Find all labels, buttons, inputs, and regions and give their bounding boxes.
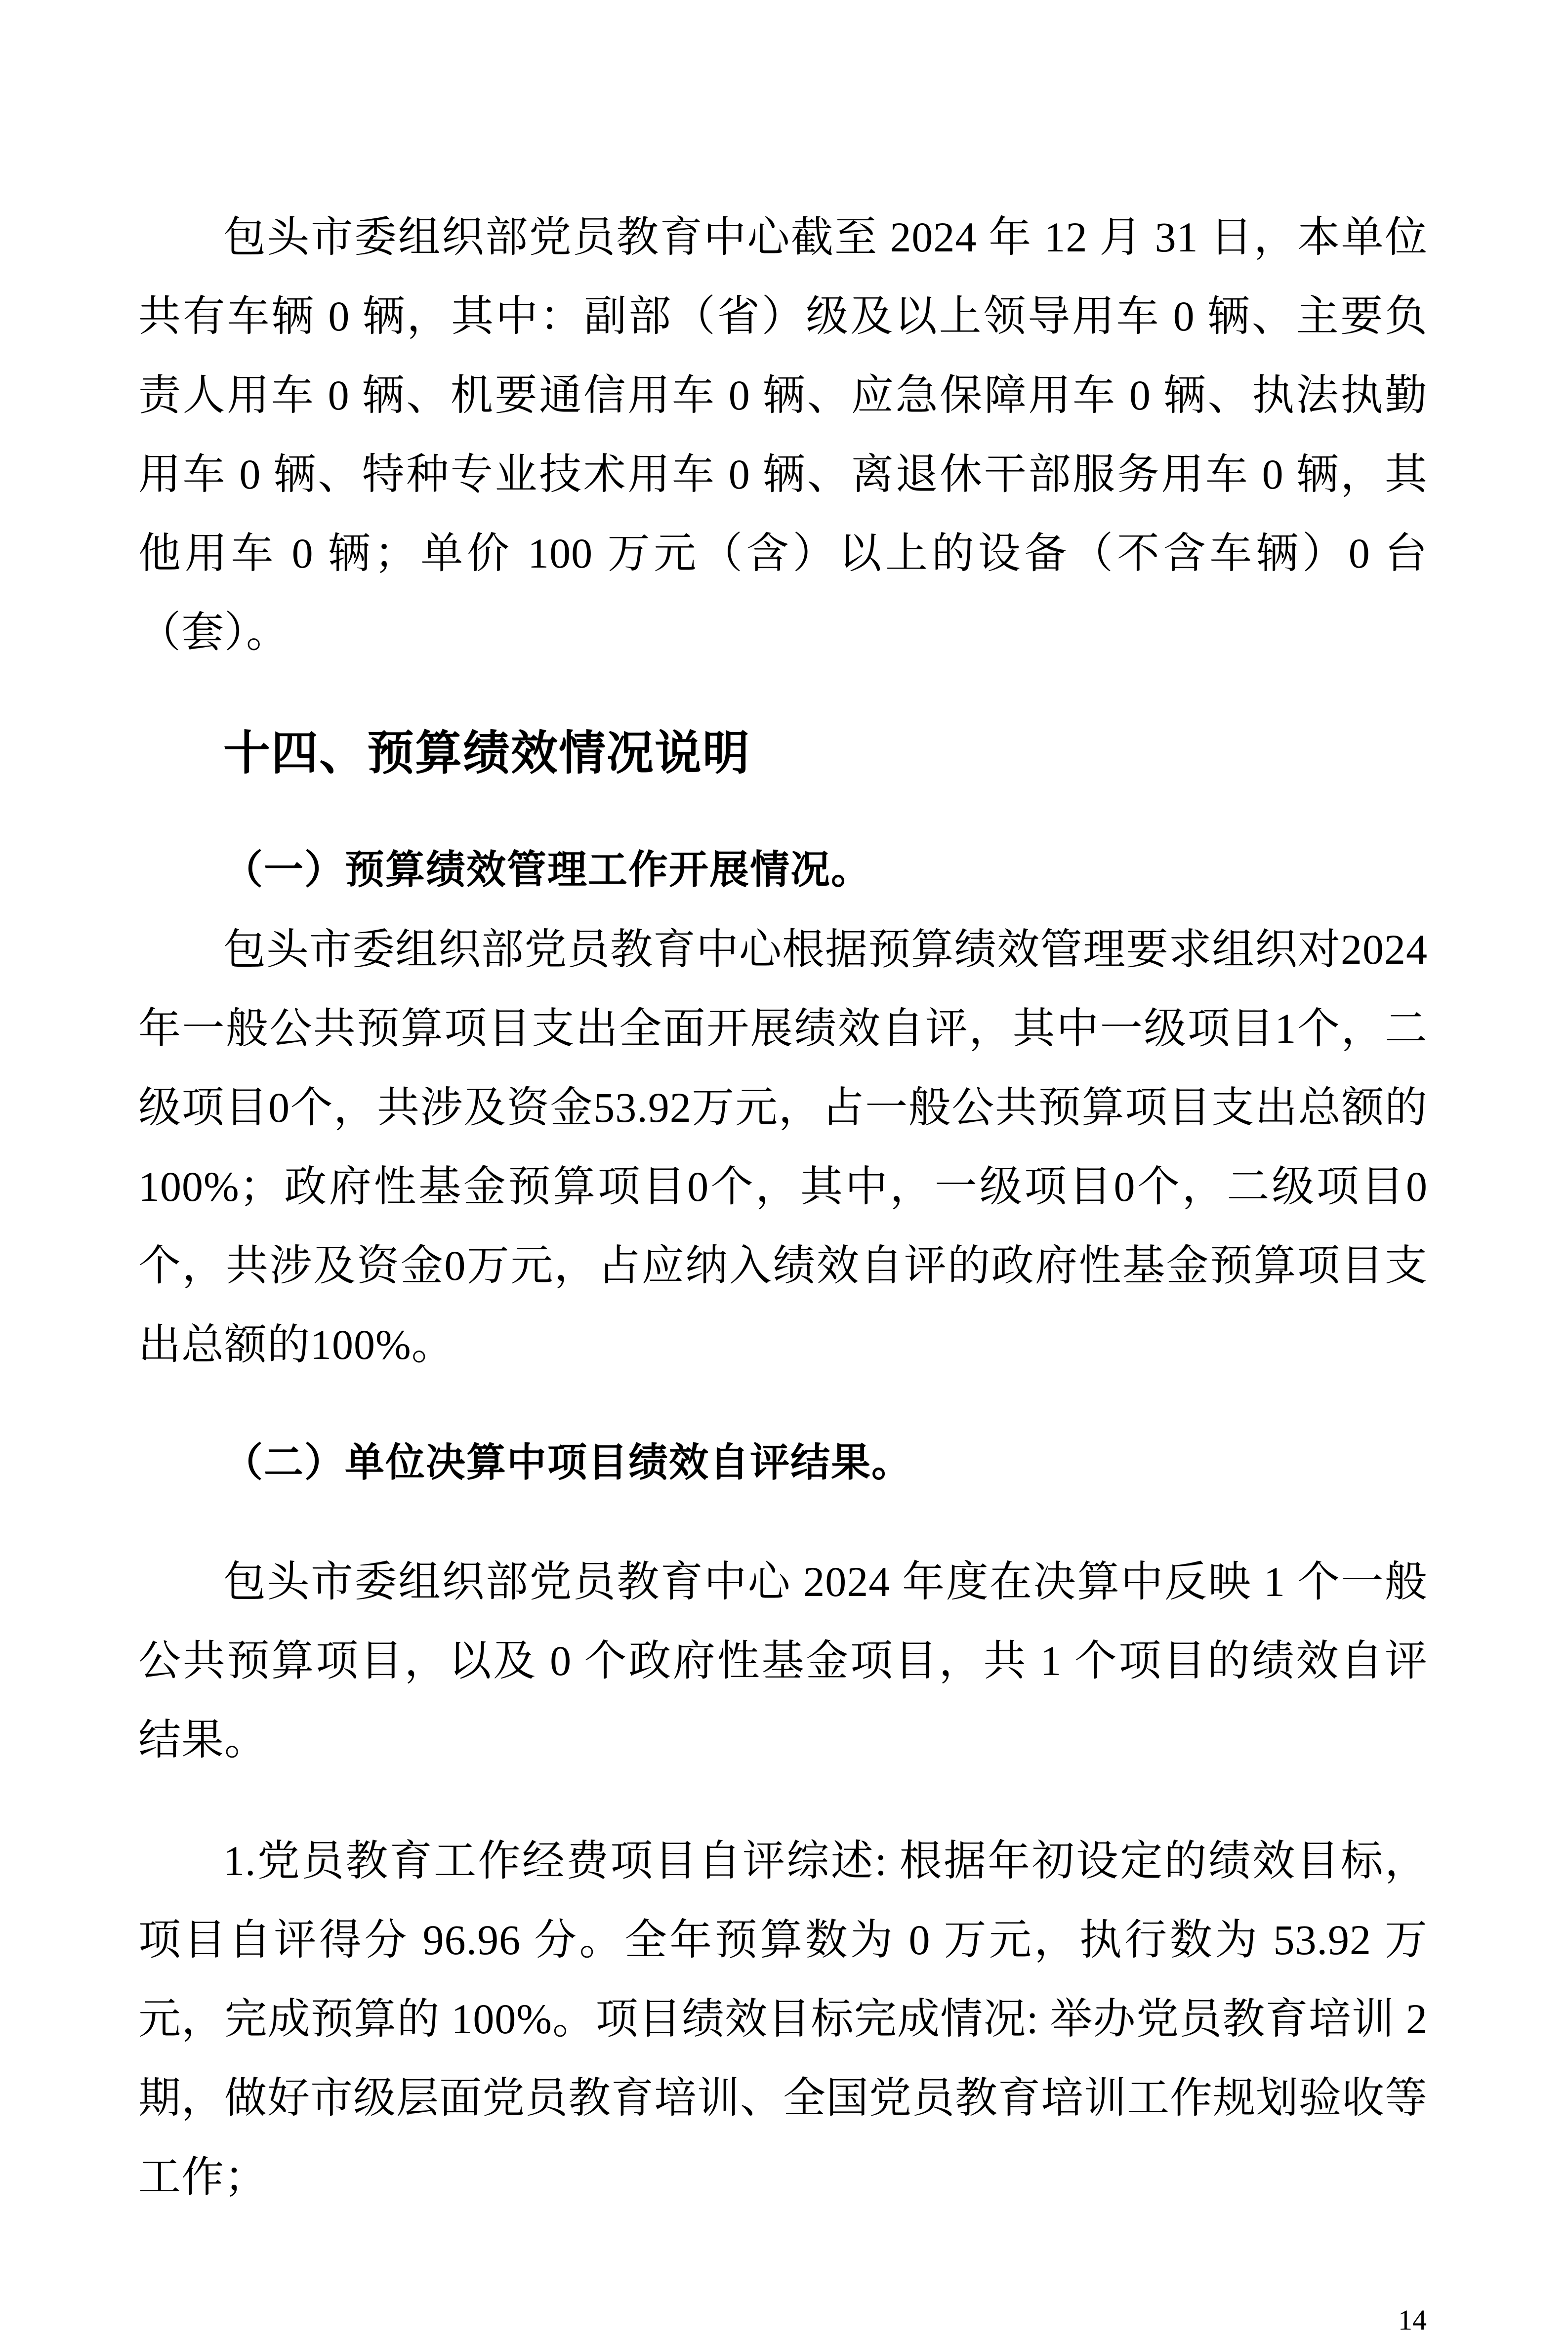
sub-heading-1-performance-management: （一）预算绩效管理工作开展情况。 — [223, 849, 871, 892]
paragraph-self-evaluation-overview: 包头市委组织部党员教育中心 2024 年度在决算中反映 1 个一般公共预算项目，以及 0 个政府性基金项目，共 1 个项目的绩效自评结果。 — [138, 1558, 1428, 1763]
paragraph-vehicle-equipment-summary: 包头市委组织部党员教育中心截至 2024 年 12 月 31 日，本单位共有车辆 0 辆，其中：副部（省）级及以上领导用车 0 辆、主要负责人用车 0 辆、机要通信用车 0 辆、应急保障用车 0 辆、执法执勤用车 0 辆、特种专业技术用车 0 辆、离退休干部服务用车 0 辆，其他用车 0 辆；单价 100 万元（含）以上的设备（不含车辆）0 台（套）。 — [138, 213, 1428, 656]
paragraph-performance-management-detail: 包头市委组织部党员教育中心根据预算绩效管理要求组织对2024年一般公共预算项目支出全面开展绩效自评，其中一级项目1个，二级项目0个，共涉及资金53.92万元，占一般公共预算项目支出总额的100%；政府性基金预算项目0个，其中，一级项目0个，二级项目0个，共涉及资金0万元，占应纳入绩效自评的政府性基金预算项目支出总额的100%。 — [138, 926, 1428, 1368]
sub-heading-2-self-evaluation-results: （二）单位决算中项目绩效自评结果。 — [223, 1441, 912, 1485]
page-number: 14 — [1398, 2304, 1427, 2336]
paragraph-project-self-evaluation-summary: 1.党员教育工作经费项目自评综述: 根据年初设定的绩效目标，项目自评得分 96.96 分。全年预算数为 0 万元，执行数为 53.92 万元，完成预算的 100%。项目绩效目标完成情况: 举办党员教育培训 2 期，做好市级层面党员教育培训、全国党员教育培训工作规划验收等工作； — [138, 1837, 1428, 2201]
section-heading-14-budget-performance: 十四、预算绩效情况说明 — [223, 727, 751, 779]
